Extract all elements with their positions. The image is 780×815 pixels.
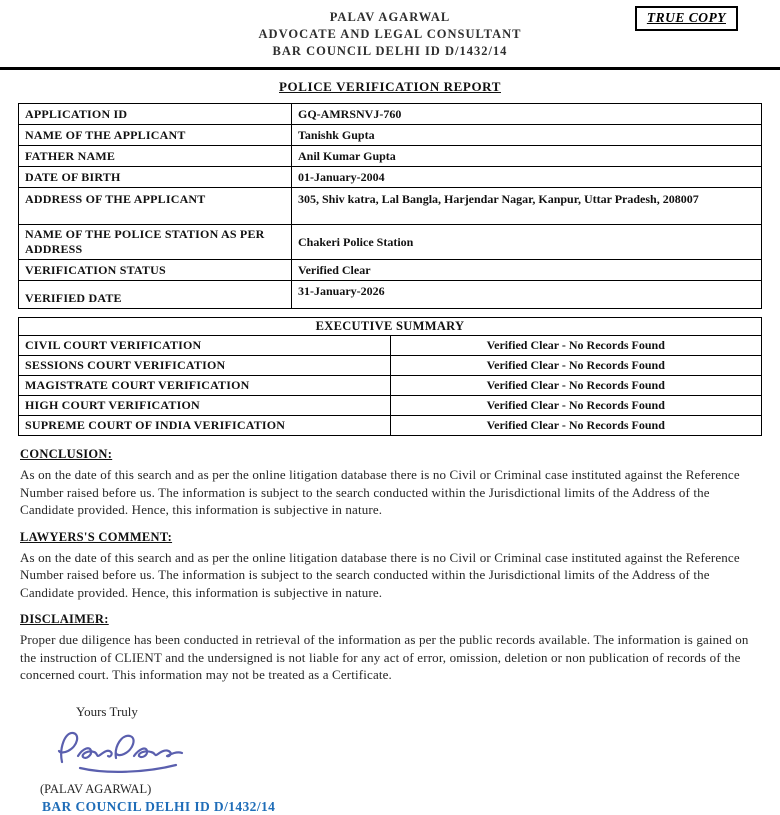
applicant-details-table <box>18 103 762 309</box>
field-value: Verified Clear - No Records Found <box>390 336 762 356</box>
section-body: As on the date of this search and as per the online litigation database there is no Civil or Criminal case instituted against the Reference Number raised before us. The information is subject to the search conducted within the Jurisdictional limits of the Address of the Candidate provided. Hence, this information is subjective in nature. <box>20 467 740 517</box>
page-title: POLICE VERIFICATION REPORT <box>279 79 501 94</box>
section-body: Proper due diligence has been conducted in retrieval of the information as per the public records available. The information is gained on the instruction of CLIENT and the undersigned is not liable for any act of error, omission, deletion or non publication of records of the concerned court. This information may not be treated as a Certificate. <box>20 632 749 682</box>
table-row <box>19 336 762 356</box>
advocate-subtitle: ADVOCATE AND LEGAL CONSULTANT <box>258 27 522 41</box>
signature-icon <box>50 724 200 780</box>
field-value: Anil Kumar Gupta <box>292 146 762 167</box>
true-copy-stamp <box>635 6 738 31</box>
field-value: Chakeri Police Station <box>292 225 762 260</box>
section-heading: DISCLAIMER: <box>20 612 109 626</box>
summary-title: EXECUTIVE SUMMARY <box>19 318 762 336</box>
field-value: Verified Clear - No Records Found <box>390 376 762 396</box>
table-row <box>19 281 762 309</box>
document-body <box>18 447 762 815</box>
section-heading: CONCLUSION: <box>20 447 113 461</box>
field-value: 31-January-2026 <box>292 281 762 309</box>
lawyers-comment-section <box>20 530 762 602</box>
field-label: FATHER NAME <box>19 146 292 167</box>
signature-image <box>50 724 762 782</box>
table-row <box>19 104 762 125</box>
field-label: DATE OF BIRTH <box>19 167 292 188</box>
field-label: APPLICATION ID <box>19 104 292 125</box>
advocate-name: PALAV AGARWAL <box>329 10 451 24</box>
true-copy-label: TRUE COPY <box>646 10 726 25</box>
table-row <box>19 396 762 416</box>
table-row <box>19 167 762 188</box>
field-label: NAME OF THE APPLICANT <box>19 125 292 146</box>
table-row <box>19 376 762 396</box>
field-value: GQ-AMRSNVJ-760 <box>292 104 762 125</box>
table-row <box>19 188 762 225</box>
signatory-name: (PALAV AGARWAL) <box>40 781 152 796</box>
field-value: Verified Clear - No Records Found <box>390 356 762 376</box>
field-value: Verified Clear - No Records Found <box>390 396 762 416</box>
table-row <box>19 125 762 146</box>
field-label: SESSIONS COURT VERIFICATION <box>19 356 391 376</box>
header-divider <box>0 67 780 70</box>
field-label: VERIFIED DATE <box>19 281 292 309</box>
disclaimer-section <box>20 612 762 684</box>
field-value: Verified Clear <box>292 260 762 281</box>
field-value: 01-January-2004 <box>292 167 762 188</box>
section-heading: LAWYERS'S COMMENT: <box>20 529 173 544</box>
field-value: Tanishk Gupta <box>292 125 762 146</box>
conclusion-section <box>20 447 762 519</box>
advocate-bar-id: BAR COUNCIL DELHI ID D/1432/14 <box>272 44 508 58</box>
table-row <box>19 146 762 167</box>
field-value: Verified Clear - No Records Found <box>390 416 762 436</box>
yours-truly-text: Yours Truly <box>76 703 138 719</box>
table-row <box>19 416 762 436</box>
field-label: SUPREME COURT OF INDIA VERIFICATION <box>19 416 391 436</box>
field-value: 305, Shiv katra, Lal Bangla, Harjendar Nagar, Kanpur, Uttar Pradesh, 208007 <box>292 188 762 225</box>
section-body: As on the date of this search and as per the online litigation database there is no Civil or Criminal case instituted against the Reference Number raised before us. The information is subject to the search conducted within the Jurisdictional limits of the Address of the Candidate provided. Hence, this information is subjective in nature. <box>20 549 740 600</box>
field-label: NAME OF THE POLICE STATION AS PER ADDRESS <box>19 225 292 260</box>
field-label: MAGISTRATE COURT VERIFICATION <box>19 376 391 396</box>
field-label: ADDRESS OF THE APPLICANT <box>19 188 292 225</box>
field-label: HIGH COURT VERIFICATION <box>19 396 391 416</box>
bar-council-id-line: BAR COUNCIL DELHI ID D/1432/14 <box>42 798 276 814</box>
table-row <box>19 260 762 281</box>
executive-summary-table <box>18 317 762 436</box>
summary-header-row <box>19 318 762 336</box>
field-label: CIVIL COURT VERIFICATION <box>19 336 391 356</box>
table-row <box>19 225 762 260</box>
table-row <box>19 356 762 376</box>
field-label: VERIFICATION STATUS <box>19 260 292 281</box>
